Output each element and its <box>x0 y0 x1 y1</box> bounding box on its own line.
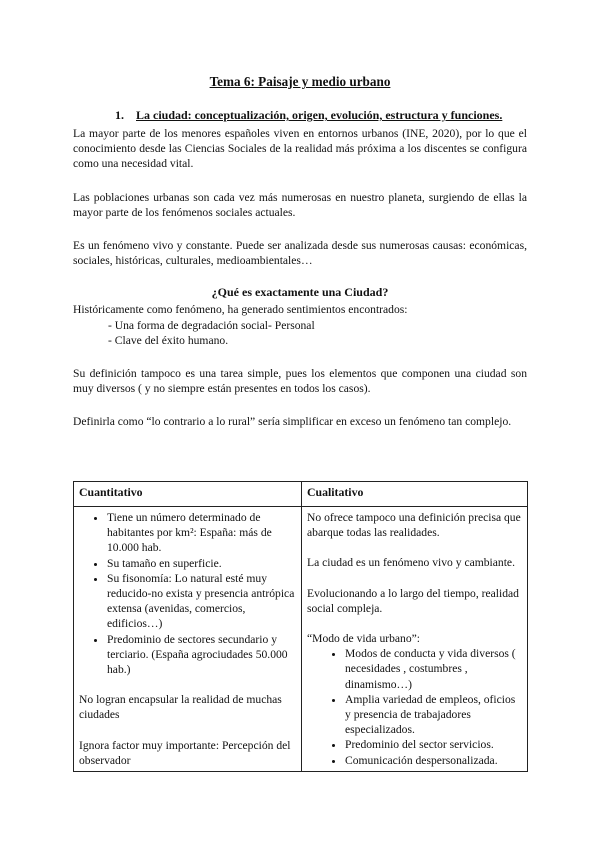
list-item: • Modos de conducta y vida diversos ( necesidades , costumbres , dinamismo…) <box>345 646 522 692</box>
qualitative-note: No ofrece tampoco una definición precisa que abarque todas las realidades. <box>307 511 521 540</box>
dash-item: - Clave del éxito humano. <box>108 334 229 347</box>
header-quantitative: Cuantitativo <box>74 482 302 507</box>
qualitative-bullet-list <box>307 646 522 768</box>
section-number: 1. <box>115 108 124 122</box>
quantitative-bullet-list <box>79 510 296 677</box>
paragraph-definition: Su definición tampoco es una tarea simple, pues los elementos que componen una ciudad son muy diversos ( y no siempre están presentes en todos los casos). <box>73 367 527 396</box>
section-heading <box>115 108 502 123</box>
quantitative-note: Ignora factor muy importante: Percepción del observador <box>79 738 291 767</box>
qualitative-note: La ciudad es un fenómeno vivo y cambiante. <box>307 556 515 570</box>
paragraph-urban-populations: Las poblaciones urbanas son cada vez más numerosas en nuestro planeta, surgiendo de ellas la mayor parte de los fenómenos sociales actuales. <box>73 191 527 220</box>
header-qualitative: Cualitativo <box>302 482 528 507</box>
list-item: • Predominio de sectores secundario y terciario. (España agrociudades 50.000 hab.) <box>107 632 296 678</box>
paragraph-rural: Definirla como “lo contrario a lo rural” sería simplificar en exceso un fenómeno tan complejo. <box>73 415 512 428</box>
list-item: • Comunicación despersonalizada. <box>345 753 522 768</box>
section-title: La ciudad: conceptualización, origen, evolución, estructura y funciones. <box>136 108 503 122</box>
list-item: • Predominio del sector servicios. <box>345 737 522 752</box>
cell-qualitative <box>302 507 528 772</box>
quantitative-note: No logran encapsular la realidad de muchas ciudades <box>79 693 282 722</box>
list-item: • Tiene un número determinado de habitantes por km²: España: más de 10.000 hab. <box>107 510 296 556</box>
list-item: • Amplia variedad de empleos, oficios y presencia de trabajadores especializados. <box>345 692 522 738</box>
qualitative-note: Evolucionando a lo largo del tiempo, realidad social compleja. <box>307 586 519 615</box>
dash-item: - Una forma de degradación social- Personal <box>108 319 315 332</box>
table-header-row <box>74 482 528 507</box>
page-title: Tema 6: Paisaje y medio urbano <box>209 74 391 89</box>
subheading-what-is-city: ¿Qué es exactamente una Ciudad? <box>211 285 389 299</box>
paragraph-living-phenomenon: Es un fenómeno vivo y constante. Puede ser analizada desde sus numerosas causas: económicas, sociales, históricas, culturales, medioambientales… <box>73 239 527 268</box>
comparison-table <box>73 481 528 772</box>
table-row <box>74 507 528 772</box>
cell-quantitative <box>74 507 302 772</box>
list-item: • Su tamaño en superficie. <box>107 556 296 571</box>
paragraph-intro: La mayor parte de los menores españoles viven en entornos urbanos (INE, 2020), por lo que el conocimiento desde las Ciencias Sociales de la realidad más próxima a los discentes se configura como una necesidad vital. <box>73 127 527 171</box>
list-item: • Su fisonomía: Lo natural esté muy reducido-no exista y presencia antrópica extensa (avenidas, comercios, edificios…) <box>107 571 296 632</box>
paragraph-historic-intro: Históricamente como fenómeno, ha generado sentimientos encontrados: <box>73 303 408 316</box>
qualitative-note: “Modo de vida urbano”: <box>307 632 421 646</box>
